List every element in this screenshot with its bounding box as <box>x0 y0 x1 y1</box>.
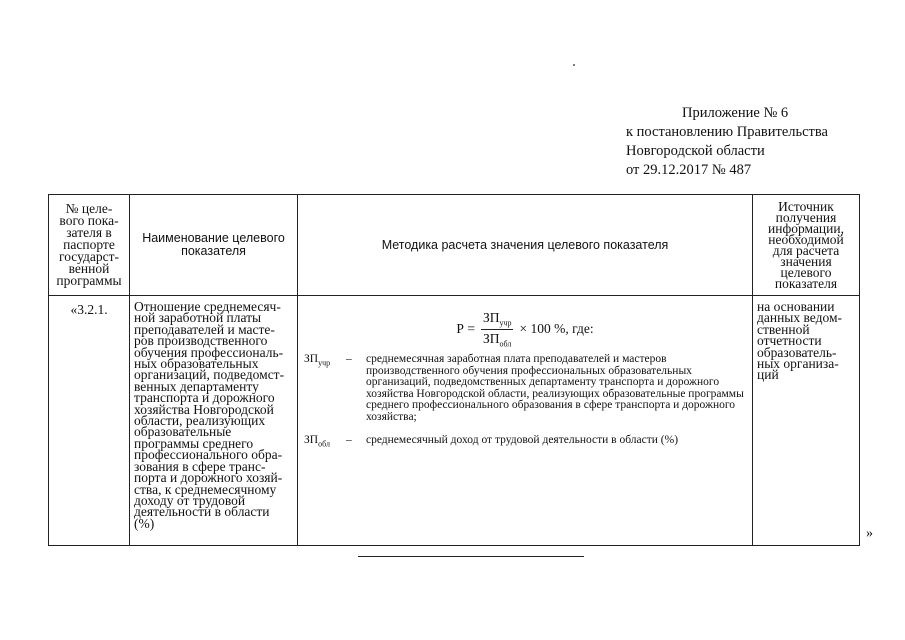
table-row <box>49 296 860 546</box>
region-name: Новгородской области <box>626 143 765 159</box>
resolution-date: от 29.12.2017 № 487 <box>626 162 752 178</box>
appendix-number: Приложение № 6 <box>682 105 789 121</box>
end-divider <box>358 556 584 557</box>
header-cell-method: Методика расчета значения целевого показателя <box>298 195 753 296</box>
table-header-row <box>49 195 860 296</box>
indicator-table <box>48 194 860 546</box>
header-cell-source: Источник получения информации, необходимой для расчета значения целевого показателя <box>753 195 860 296</box>
indicator-number: «3.2.1. <box>49 296 130 546</box>
closing-quote: » <box>866 526 873 541</box>
document-header <box>626 104 886 180</box>
scan-speck <box>573 64 575 66</box>
resolution-reference: к постановлению Правительства <box>626 124 828 140</box>
formula-fraction: $\frac{ЗП_{учр}}{ЗП_{обл}}$ <box>482 310 512 349</box>
header-cell-name: Наименование целевого показателя <box>130 195 298 296</box>
indicator-name: Отношение среднемесяч- ной заработной платы преподавателей и масте- ров производственного обучения профессиональ- ных образовательных организаций, подведомст- венных департаменту транспорта и дорожного хозяйства Новгородской области, реализующих образовательные программы среднего профессионального обра- зования в сфере транс- порта и дорожного хозяй- ства, к среднемесячному доходу от трудовой деятельности в области (%) <box>130 296 298 546</box>
definition-item: $ЗП_{обл}$ – среднемесячный доход от трудовой деятельности в области (%) <box>304 434 679 449</box>
header-cell-number: № целе- вого пока- зателя в паспорте государст- венной программы <box>49 195 130 296</box>
definition-item: $ЗП_{учр}$ – среднемесячная заработная плата преподавателей и мастеров производственного обучения профессиональных образовательных организаций, подведомственных департаменту транспорта и дорожного хозяйства Новгородской области, реализующих образовательные программы среднего профессионального образования в сфере транспорта и дорожного хозяйства; <box>304 353 744 423</box>
formula: Р = $\frac{ЗП_{учр}}{ЗП_{обл}}$ × 100 %, где: <box>456 310 594 349</box>
calculation-method <box>298 296 753 546</box>
information-source: на основании данных ведом- ственной отчетности образователь- ных организа- ций <box>753 296 860 546</box>
